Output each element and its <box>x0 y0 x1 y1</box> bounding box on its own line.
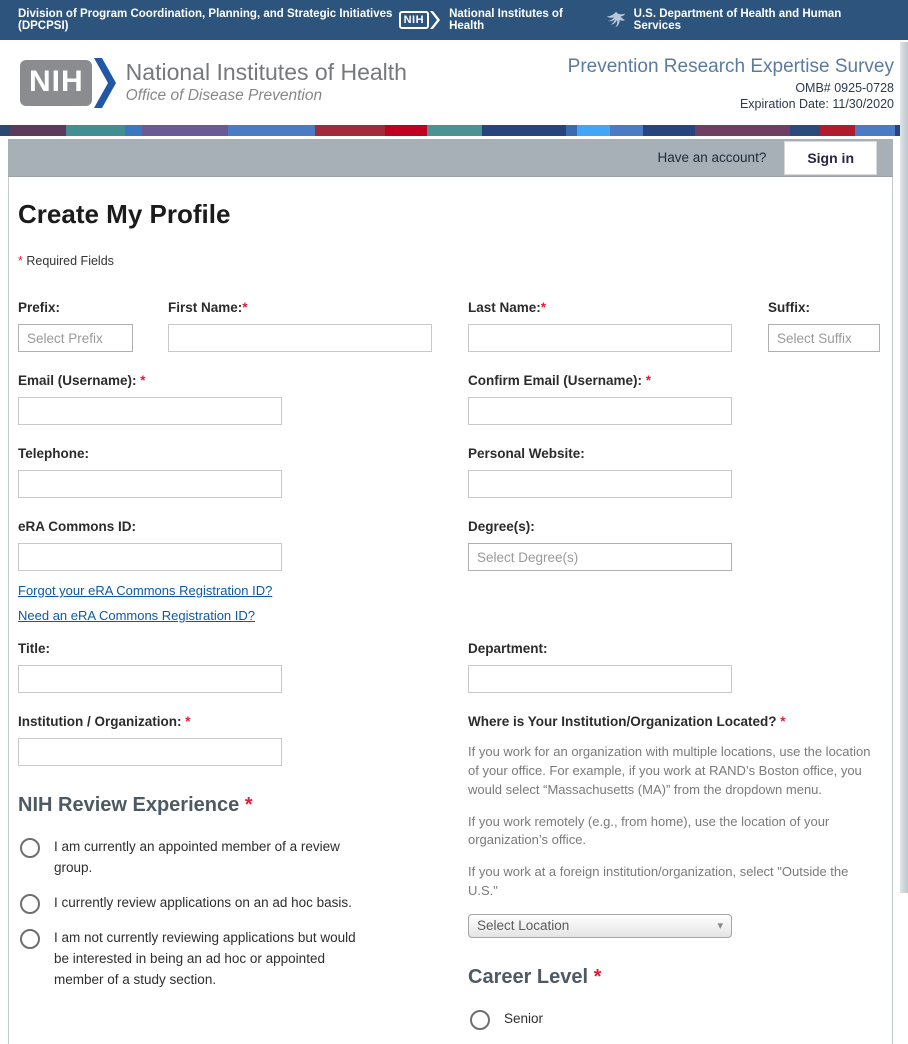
email-label: Email (Username): * <box>18 373 146 388</box>
first-name-label: First Name:* <box>168 300 248 315</box>
institution-label: Institution / Organization: * <box>18 714 191 729</box>
career-level-heading: Career Level * <box>468 965 602 988</box>
field-email <box>18 373 456 425</box>
first-name-input[interactable] <box>168 324 432 352</box>
federal-top-bar <box>0 0 908 40</box>
org-name: National Institutes of Health <box>125 58 407 85</box>
confirm-email-input[interactable] <box>468 397 732 425</box>
field-title <box>18 641 456 693</box>
location-label: Where is Your Institution/Organization Located? * <box>468 714 786 729</box>
field-first-name <box>168 300 432 352</box>
need-era-id-link[interactable]: Need an eRA Commons Registration ID? <box>18 608 256 623</box>
radio-review-appointed[interactable]: I am currently an appointed member of a review group. <box>18 837 358 879</box>
field-last-name <box>468 300 732 352</box>
nih-chevron-icon <box>430 11 440 29</box>
prefix-select[interactable] <box>18 324 133 352</box>
title-label: Title: <box>18 641 51 656</box>
personal-website-input[interactable] <box>468 470 732 498</box>
topbar-nih-link[interactable] <box>399 8 579 32</box>
field-prefix <box>18 300 133 352</box>
last-name-label: Last Name:* <box>468 300 547 315</box>
topbar-hhs-label: U.S. Department of Health and Human Services <box>633 8 842 32</box>
radio-circle-icon <box>470 1010 490 1030</box>
expiration-date: Expiration Date: 11/30/2020 <box>739 97 894 111</box>
signin-bar <box>8 139 893 177</box>
nih-logo-icon: NIH <box>399 11 440 29</box>
last-name-input[interactable] <box>468 324 732 352</box>
color-stripe <box>0 125 908 136</box>
era-commons-label: eRA Commons ID: <box>18 519 137 534</box>
telephone-input[interactable] <box>18 470 282 498</box>
required-fields-note: * Required Fields <box>18 254 114 268</box>
radio-circle-icon <box>20 838 40 858</box>
personal-website-label: Personal Website: <box>468 446 585 461</box>
department-label: Department: <box>468 641 548 656</box>
have-account-text: Have an account? <box>657 150 767 165</box>
field-department <box>468 641 880 693</box>
nih-odp-logo[interactable] <box>20 58 407 108</box>
dpcpsi-link[interactable]: Division of Program Coordination, Planning, and Strategic Initiatives (DPCPSI) <box>18 8 393 32</box>
location-help-2: If you work remotely (e.g., from home), use the location of your organization’s office. <box>468 813 830 848</box>
nih-logo-box: NIH <box>20 60 92 106</box>
institution-input[interactable] <box>18 738 282 766</box>
office-name: Office of Disease Prevention <box>125 87 323 105</box>
confirm-email-label: Confirm Email (Username): * <box>468 373 652 388</box>
main-content <box>8 177 893 1044</box>
degrees-select[interactable] <box>468 543 732 571</box>
review-experience-heading: NIH Review Experience * <box>18 794 253 816</box>
radio-career-senior[interactable]: Senior <box>468 1009 808 1030</box>
radio-review-not-currently[interactable]: I am not currently reviewing applications but would be interested in being an ad hoc or appointed member of a study section. <box>18 928 358 991</box>
field-personal-website <box>468 446 880 498</box>
degrees-label: Degree(s): <box>468 519 535 534</box>
chevron-down-icon: ▾ <box>717 920 723 933</box>
field-suffix <box>768 300 880 352</box>
omb-number: OMB# 0925-0728 <box>795 81 894 96</box>
field-era-commons-id <box>18 519 456 571</box>
topbar-hhs-link[interactable] <box>605 8 860 32</box>
radio-circle-icon <box>20 929 40 949</box>
field-telephone <box>18 446 456 498</box>
prefix-label: Prefix: <box>18 300 61 315</box>
title-input[interactable] <box>18 665 282 693</box>
sign-in-button[interactable]: Sign in <box>784 141 877 175</box>
topbar-nih-label: National Institutes of Health <box>449 8 563 32</box>
scrollbar[interactable] <box>900 42 908 893</box>
suffix-label: Suffix: <box>768 300 810 315</box>
location-select[interactable]: Select Location ▾ <box>468 914 732 938</box>
suffix-select[interactable] <box>768 324 880 352</box>
radio-review-adhoc[interactable]: I currently review applications on an ad hoc basis. <box>18 893 358 914</box>
field-confirm-email <box>468 373 880 425</box>
era-commons-input[interactable] <box>18 543 282 571</box>
field-degrees <box>468 519 880 571</box>
location-help-3: If you work at a foreign institution/organization, select "Outside the U.S." <box>468 864 849 899</box>
radio-circle-icon <box>20 894 40 914</box>
telephone-label: Telephone: <box>18 446 90 461</box>
nih-logo-chevron-icon <box>94 58 116 108</box>
hhs-eagle-icon <box>605 9 627 31</box>
email-input[interactable] <box>18 397 282 425</box>
survey-title: Prevention Research Expertise Survey <box>567 56 894 78</box>
department-input[interactable] <box>468 665 732 693</box>
site-header <box>0 40 908 125</box>
page-title: Create My Profile <box>18 199 231 229</box>
field-institution <box>18 714 456 766</box>
location-help-1: If you work for an organization with multiple locations, use the location of your office. For example, if you work at RAND’s Boston office, you would select “Massachusetts (MA)” from the dropdown menu. <box>468 744 871 797</box>
forgot-era-id-link[interactable]: Forgot your eRA Commons Registration ID? <box>18 583 273 598</box>
